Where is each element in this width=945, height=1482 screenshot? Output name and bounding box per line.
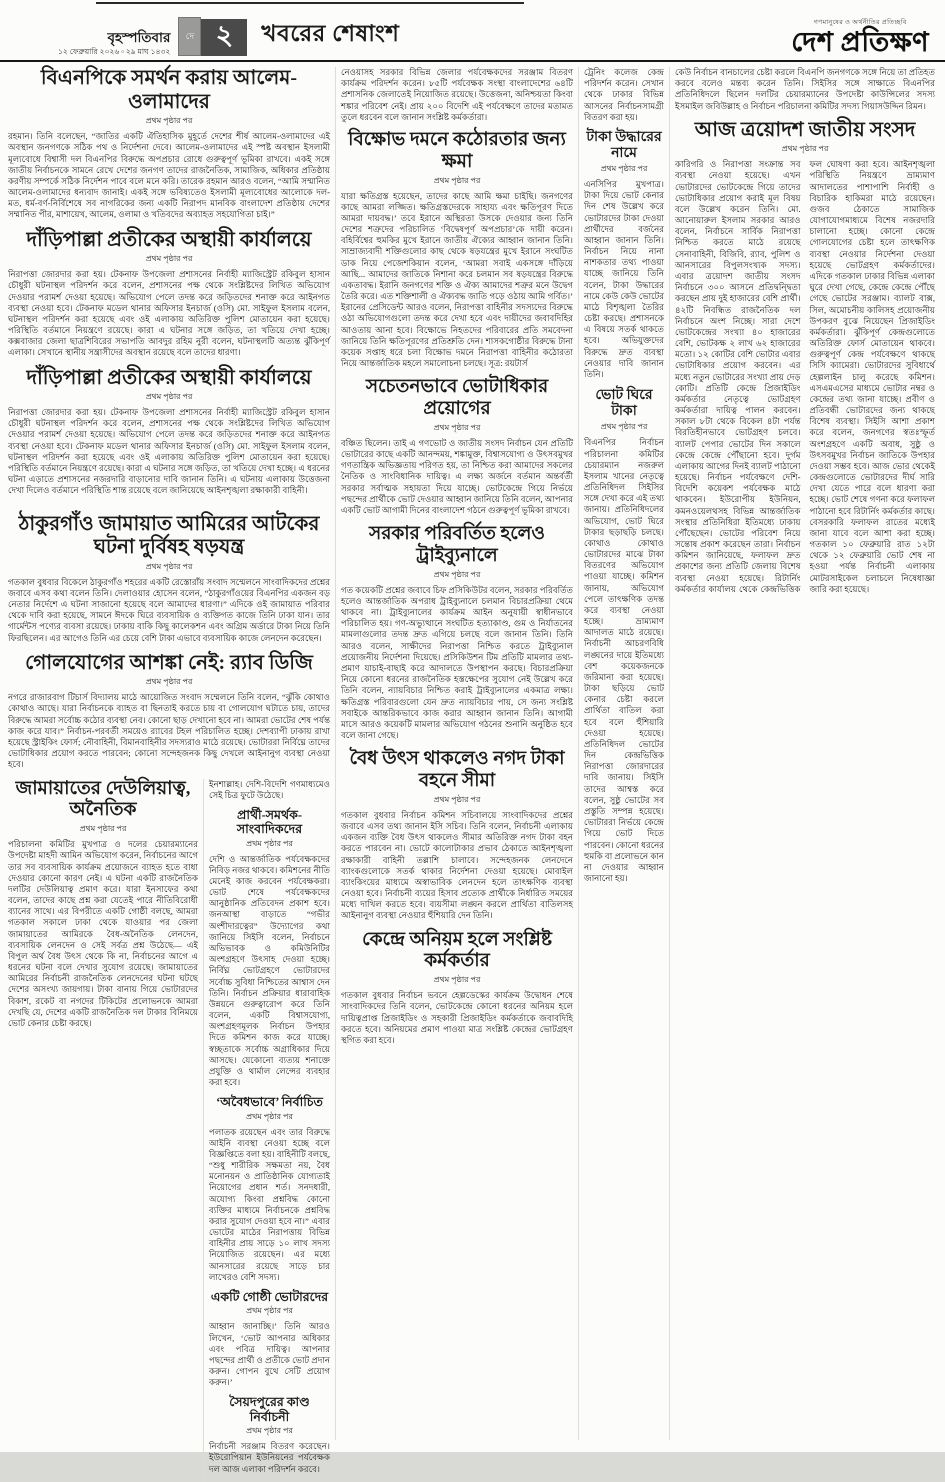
continuation-text: নেওয়াসহ সরকার বিভিন্ন জেলার পর্যবেক্ষকদের সরঞ্জাম বিতরণ কার্যক্রম পরিদর্শন করেন। ৮৫টি পর্যবেক্ষক সংস্থা বাংলাদেশের ৬৪টি প্রশাসনিক জেলাতেই নিয়োজিত রয়েছে। উত্তেজনা, অনিশ্চয়তা কিংবা শঙ্কার পরিবেশ নেই। প্রায় ২০০ বিদেশি এই পর্যবেক্ষণে তাদের মতামত তুলে ধরবেন বলে জানান সংশ্লিষ্ট কর্মকর্তারা। <box>341 67 573 122</box>
article-headline: কেন্দ্রে অনিয়ম হলে সংশ্লিষ্ট কর্মকর্তার <box>362 929 552 972</box>
article <box>8 229 330 359</box>
article-headline: জামায়াতের দেউলিয়াত্ব, অনৈতিক <box>15 778 191 821</box>
article-continued-label: প্রথম পৃষ্ঠার পর <box>781 144 829 154</box>
article <box>675 119 935 1440</box>
article-continued-label: প্রথম পৃষ্ঠার পর <box>246 838 293 848</box>
article-headline: সচেতনভাবে ভোটাধিকার প্রয়োগের <box>365 377 549 420</box>
article <box>8 367 330 497</box>
article-headline: গোলযোগের আশঙ্কা নেই: র‍্যাব ডিজি <box>25 651 313 674</box>
article-continued-label: প্রথম পৃষ্ঠার পর <box>246 1306 293 1316</box>
article-continued-label: প্রথম পৃষ্ঠার পর <box>433 975 481 985</box>
article-continued-label: প্রথম পৃষ্ঠার পর <box>600 422 648 432</box>
article-body: কারিগরি ও নিরাপত্তা সংক্রান্ত সব ব্যবস্থা নেওয়া হয়েছে। এখন ভোটারদের ভোটকেন্দ্রে গিয়ে তাদের ভোটাধিকার প্রয়োগ করাই মূল বিষয় বলে উল্লেখ করেন তিনি। মো. আনোয়ারুল ইসলাম সরকার আরও বলেন, নির্বাচনে সার্বিক নিরাপত্তা নিশ্চিত করতে মাঠে রয়েছে সেনাবাহিনী, বিজিবি, র‍্যাব, পুলিশ ও আনসারের বিপুলসংখ্যক সদস্য। এবার ত্রয়োদশ জাতীয় সংসদ নির্বাচনে ৩০০ আসনে প্রতিদ্বন্দ্বিতা করছেন প্রায় দুই হাজারের বেশি প্রার্থী। ৪২টি নিবন্ধিত রাজনৈতিক দল নির্বাচনে অংশ নিচ্ছে। সারা দেশে ভোটকেন্দ্রের সংখ্যা ৪০ হাজারের বেশি, ভোটকক্ষ ২ লাখ ৬২ হাজারের মতো। ১২ কোটির বেশি ভোটার এবার ভোটাধিকার প্রয়োগ করবেন। এর মধ্যে নতুন ভোটারের সংখ্যা প্রায় দেড় কোটি। প্রতিটি কেন্দ্রে প্রিজাইডিং কর্মকর্তার নেতৃত্বে ভোটগ্রহণ কর্মকর্তারা দায়িত্ব পালন করবেন। সকাল ৮টা থেকে বিকেল ৪টা পর্যন্ত বিরতিহীনভাবে ভোটগ্রহণ চলবে। ব্যালট পেপার ভোটের দিন সকালে কেন্দ্রে কেন্দ্রে পৌঁছানো হবে। দুর্গম এলাকায় আগের দিনই ব্যালট পাঠানো হয়েছে। নির্বাচন পর্যবেক্ষণে দেশি-বিদেশি কয়েকশ পর্যবেক্ষক মাঠে থাকবেন। ইউরোপীয় ইউনিয়ন, কমনওয়েলথসহ বিভিন্ন আন্তর্জাতিক সংস্থার প্রতিনিধিরা ইতিমধ্যে ঢাকায় পৌঁছেছেন। ভোটের পরিবেশ নিয়ে সন্তোষ প্রকাশ করেছেন তারা। নির্বাচন কমিশন জানিয়েছে, ফলাফল দ্রুত প্রকাশের জন্য প্রতিটি জেলায় বিশেষ ব্যবস্থা নেওয়া হয়েছে। রিটার্নিং কর্মকর্তার কার্যালয় থেকে কেন্দ্রভিত্তিক ফল ঘোষণা করা হবে। আইনশৃঙ্খলা পরিস্থিতি নিয়ন্ত্রণে ভ্রাম্যমাণ আদালতের পাশাপাশি নির্বাহী ও বিচারিক হাকিমরা মাঠে রয়েছেন। গুজব ঠেকাতে সামাজিক যোগাযোগমাধ্যমে বিশেষ নজরদারি চালানো হচ্ছে। কোনো কেন্দ্রে গোলযোগের চেষ্টা হলে তাৎক্ষণিক ব্যবস্থা নেওয়ার নির্দেশনা দেওয়া হয়েছে ভোটগ্রহণ কর্মকর্তাদের। এদিকে গতকাল ঢাকার বিভিন্ন এলাকা ঘুরে দেখা গেছে, কেন্দ্রে কেন্দ্রে পৌঁছে গেছে ভোটের সরঞ্জাম। ব্যালট বাক্স, সিল, অমোচনীয় কালিসহ প্রয়োজনীয় উপকরণ বুঝে নিয়েছেন প্রিজাইডিং কর্মকর্তারা। ঝুঁকিপূর্ণ কেন্দ্রগুলোতে অতিরিক্ত ফোর্স মোতায়েন থাকবে। গুরুত্বপূর্ণ কেন্দ্র পর্যবেক্ষণে থাকছে সিসি ক্যামেরা। ভোটারদের সুবিধার্থে হেল্পলাইন চালু করেছে কমিশন। এসএমএসের মাধ্যমে ভোটার নম্বর ও কেন্দ্রের তথ্য জানা যাচ্ছে। প্রবীণ ও প্রতিবন্ধী ভোটারদের জন্য থাকছে বিশেষ ব্যবস্থা। সিইসি আশা প্রকাশ করে বলেন, জনগণের স্বতঃস্ফূর্ত অংশগ্রহণে একটি অবাধ, সুষ্ঠু ও উৎসবমুখর নির্বাচন জাতিকে উপহার দেওয়া সম্ভব হবে। আজ ভোর থেকেই কেন্দ্রগুলোতে ভোটারদের দীর্ঘ সারি দেখা যেতে পারে বলে ধারণা করা হচ্ছে। ভোট শেষে গণনা করে ফলাফল পাঠানো হবে রিটার্নিং কর্মকর্তার কাছে। বেসরকারি ফলাফল রাতের মধ্যেই জানা যাবে বলে আশা করা হচ্ছে। গতকাল ১০ ফেব্রুয়ারি রাত ১২টা থেকে ১২ ফেব্রুয়ারি ভোট শেষ না হওয়া পর্যন্ত নির্বাচনী এলাকায় মোটরসাইকেল চলাচলে নিষেধাজ্ঞা জারি করা হয়েছে। <box>675 159 935 594</box>
article-headline: ‘অবৈধভাবে’ নির্বাচিত <box>216 1095 323 1110</box>
article-continued-label: প্রথম পৃষ্ঠার পর <box>79 824 127 834</box>
column-left <box>8 67 330 1474</box>
continuation-text: কেউ নির্বাচন বানচালের চেষ্টা করলে বিএনপি জনগণকে সঙ্গে নিয়ে তা প্রতিহত করবে বলেও মন্তব্য করেন তিনি। সিইসির সঙ্গে সাক্ষাতে বিএনপির প্রতিনিধিদলে ছিলেন দলটির চেয়ারম্যানের উপদেষ্টা কাউন্সিলের সদস্য ইসমাইল জবিউল্লাহ ও নির্বাচন পরিচালনা কমিটির সদস্য গিয়াসউদ্দিন রিমন। <box>675 67 935 111</box>
page-content <box>0 62 945 1474</box>
article-headline: একটি গোষ্ঠী ভোটারদের <box>210 1290 329 1304</box>
continuation-text: ট্রেনিং কলেজ কেন্দ্র পরিদর্শন করেন। সেখান থেকে ঢাকার বিভিন্ন আসনের নির্বাচনসামগ্রী বিতরণ করা হয়। <box>584 67 664 122</box>
article-body: এনসিপির মুখপাত্র। টাকা দিয়ে ভোট কেনার দিন শেষ উল্লেখ করে ভোটারদের টাকা দেওয়া প্রার্থীদের বর্জনের আহ্বান জানান তিনি। নির্বাচন নিয়ে নানা নাশকতার তথ্য পাওয়া যাচ্ছে জানিয়ে তিনি বলেন, টাকা উদ্ধারের নামে কেউ কেউ ভোটের মাঠে বিশৃঙ্খলা তৈরির চেষ্টা করছে। প্রশাসনকে এ বিষয়ে সতর্ক থাকতে হবে। অভিযুক্তদের বিরুদ্ধে দ্রুত ব্যবস্থা নেওয়ার দাবি জানান তিনি। <box>584 179 664 379</box>
article-continued-label: প্রথম পৃষ্ঠার পর <box>246 1111 293 1121</box>
article-headline: ভোট ঘিরে টাকা <box>595 388 653 420</box>
article-body: পরিচালনা কমিটির মুখপাত্র ও দলের চেয়ারম্যানের উপদেষ্টা মাহদী আমিন অভিযোগ করেন, নির্বাচনের আগে তার সব ব্যবসায়িক কার্যক্রম প্রয়োজনে ব্যাহত হতে বাধা দেওয়ার কোনো কারণ নেই। এ ঘটনা একটি রাজনৈতিক দলটির দেউলিয়াত্ব প্রমাণ করে। যারা ইনসাফের কথা বলেন, তাদের কাছে প্রশ্ন করা যেতেই পারে নীতিবিরোধী ব্যানের সাথে। এর বিপরীতে একটি গোষ্ঠী বলছে, আমরা গতকাল সকালে ঢাকা থেকে যাওয়ার পর জেলা জামায়াতের আমিরকে বৈধ-অনৈতিক লেনদেন, ব্যবসায়িক লেনদেন ও সেই সর্বত্র প্রশ্ন উঠেছে— এই বিপুল অর্থ বৈধ উৎস থেকে কি না, নির্বাচনের আগে এ ধরনের ঘটনা বলে দেখার সুযোগ রয়েছে। জামায়াতের আমিরের নির্বাচনী রাজনৈতিক লেনদেনের ঘটনা ঘটছে দেশের অসংখ্য জায়গায়। টাকা বানায় গিয়ে ভোটারদের বিকাশ, রকেট বা নগদের টিকিটের প্রলোভনকে আমরা দেখছি যে, দেশের একটি রাজনৈতিক দল টাকার বিনিময়ে ভোট কেনার চেষ্টা করছে। <box>8 839 198 1028</box>
article <box>209 779 330 801</box>
article <box>8 513 330 644</box>
page-header <box>0 0 945 62</box>
article-body: গতকাল বুধবার বিকেলে ঠাকুরগাঁও শহরের একটি রেস্তোরাঁয় সংবাদ সম্মেলনে সাংবাদিকদের প্রশ্নের জবাবে এসব কথা বলেন তিনি। দেলাওয়ার হোসেন বলেন, “ঠাকুরগাঁওয়ের বিএনপির একজন বড় নেতার নির্দেশে এ ঘটনা সাজানো হয়েছে বলে আমাদের ধারণা।” এদিকে ওই জামায়াত পরিবার থেকে দাবি করা হয়েছে, সামনে ঈদকে ঘিরে ব্যবসায়িক ও ব্যক্তিগত কাজে তিনি ঢাকা যান। তার গার্মেন্টস পণ্যের ব্যবসা রয়েছে। ঢাকায় বাকি কিছু কালেকশন এবং অগ্রিম অর্ডারে টাকা নিয়ে তিনি ফিরছিলেন। এর আগেও তিনি এর চেয়ে বেশি টাকা এভাবে ব্যবসায়িক কাজে লেনদেন করেছেন। <box>8 576 330 643</box>
article-body: গত কয়েকটি প্রশ্নের জবাবে চিফ প্রসিকিউটর বলেন, সরকার পরিবর্তিত হলেও আন্তর্জাতিক অপরাধ ট্রাইব্যুনালে চলমান বিচারপ্রক্রিয়া থেমে থাকবে না। ট্রাইব্যুনালের কার্যক্রম আইন অনুযায়ী স্বাধীনভাবে পরিচালিত হয়। গণ-অভ্যুত্থানে সংঘটিত হত্যাকাণ্ড, গুম ও নির্যাতনের মামলাগুলোর তদন্ত দ্রুত এগিয়ে চলছে বলে জানান তিনি। তিনি আরও বলেন, সাক্ষীদের নিরাপত্তা নিশ্চিত করতে ট্রাইব্যুনাল প্রয়োজনীয় নির্দেশনা দিয়েছে। প্রসিকিউশন টিম প্রতিটি মামলার তথ্য-প্রমাণ যাচাই-বাছাই করে আদালতে উপস্থাপন করছে। বিচারপ্রক্রিয়া নিয়ে কোনো ধরনের রাজনৈতিক হস্তক্ষেপের সুযোগ নেই উল্লেখ করে তিনি বলেন, ন্যায়বিচার নিশ্চিত করাই ট্রাইব্যুনালের একমাত্র লক্ষ্য। ক্ষতিগ্রস্ত পরিবারগুলো যেন দ্রুত ন্যায়বিচার পায়, সে জন্য সংশ্লিষ্ট সবাইকে আন্তরিকভাবে কাজ করার আহ্বান জানান তিনি। আগামী মাসে আরও কয়েকটি মামলার অভিযোগ গঠনের শুনানি অনুষ্ঠিত হবে বলে জানা গেছে। <box>341 584 573 741</box>
column-right <box>669 67 935 1440</box>
article <box>209 1395 330 1474</box>
article-headline: আজ ত্রয়োদশ জাতীয় সংসদ <box>694 118 916 141</box>
article-body: গতকাল বুধবার নির্বাচন ভবনে হেল্পডেস্কের কার্যক্রম উদ্বোধন শেষে সাংবাদিকদের তিনি বলেন, ভোটকেন্দ্রে কোনো ধরনের অনিয়ম হলে দায়িত্বপ্রাপ্ত প্রিজাইডিং ও সহকারী প্রিজাইডিং কর্মকর্তাকে জবাবদিহি করতে হবে। অনিয়মের প্রমাণ পাওয়া মাত্র সংশ্লিষ্ট কেন্দ্রের ভোটগ্রহণ স্থগিত করা হবে। <box>341 990 573 1045</box>
article-headline: দাঁড়িপাল্লা প্রতীকের অস্থায়ী কার্যালয়ে <box>26 366 312 389</box>
article <box>8 67 330 221</box>
column-left-subrow <box>8 779 330 1482</box>
article-headline: সৈয়দপুরের কাণ্ড নির্বাচনী <box>229 1395 310 1424</box>
article-continued-label: প্রথম পৃষ্ঠার পর <box>145 254 193 264</box>
paper-tagline: গণমানুষের ও অর্থনীতির প্রতিচ্ছবি <box>813 19 907 27</box>
date-block <box>58 31 170 56</box>
article-body: পলাতক রয়েছেন এবং তার বিরুদ্ধে আইনি ব্যবস্থা নেওয়া হচ্ছে বলে বিজ্ঞপ্তিতে বলা হয়। বাহিনীটি বলছে, “শুধু শারীরিক সক্ষমতা নয়, বৈধ মনোনয়ন ও প্রাতিষ্ঠানিক যোগ্যতাই নিয়োগের প্রধান শর্ত। সনদধারী, অযোগ্য কিংবা প্রশ্নবিদ্ধ কোনো ব্যক্তির মাধ্যমে নির্বাচনকে প্রশ্নবিদ্ধ করার সুযোগ দেওয়া হবে না।” এবার ভোটের মাঠের নিরাপত্তায় বিভিন্ন বাহিনীর প্রায় সাড়ে ১০ লাখ সদস্য নিয়োজিত রয়েছেন। এর মধ্যে আনসারের রয়েছে সাড়ে চার লাখেরও বেশি সদস্য। <box>209 1126 330 1282</box>
paper-mark-icon: দে <box>178 17 201 56</box>
paper-logo-block <box>791 20 935 56</box>
article <box>341 749 573 921</box>
article-body: বঞ্চিত ছিলেন। তাই এ গণভোট ও জাতীয় সংসদ নির্বাচন যেন প্রতিটি ভোটারের কাছে একটি আনন্দময়, শঙ্কামুক্ত, বিশ্বাসযোগ্য ও উৎসবমুখর গণতান্ত্রিক অভিজ্ঞতায় পরিণত হয়, তা নিশ্চিত করা আমাদের সকলের নৈতিক ও সাংবিধানিক দায়িত্ব। এ লক্ষ্য অর্জনে বর্তমান অন্তর্বর্তী সরকার সর্বাত্মক সহায়তা দিয়ে যাচ্ছে। ভোটকেন্দ্রে গিয়ে নির্ভয়ে পছন্দের প্রার্থীকে ভোট দেওয়ার আহ্বান জানিয়ে তিনি বলেন, আপনার একটি ভোট আগামী দিনের বাংলাদেশ গঠনে গুরুত্বপূর্ণ ভূমিকা রাখবে। <box>341 437 573 515</box>
article-body: গতকাল বুধবার নির্বাচন কমিশন সচিবালয়ে সাংবাদিকদের প্রশ্নের জবাবে এসব তথ্য জানান ইসি সচিব। তিনি বলেন, নির্বাচনী এলাকায় একজন ব্যক্তি বৈধ উৎস থাকলেও সীমার অতিরিক্ত নগদ টাকা বহন করতে পারবেন না। ভোটে কালোটাকার প্রভাব ঠেকাতে আইনশৃঙ্খলা রক্ষাকারী বাহিনী তল্লাশি চালাবে। সন্দেহজনক লেনদেনে ব্যাংকগুলোকে সতর্ক থাকার নির্দেশনা দেওয়া হয়েছে। মোবাইল ব্যাংকিংয়ের মাধ্যমে অস্বাভাবিক লেনদেন হলে তাৎক্ষণিক ব্যবস্থা নেওয়া হবে। নির্বাচনী ব্যয়ের হিসাব প্রত্যেক প্রার্থীকে নির্ধারিত সময়ের মধ্যে দাখিল করতে হবে। ব্যয়সীমা লঙ্ঘন করলে প্রার্থিতা বাতিলসহ আইনানুগ ব্যবস্থা নেওয়ার হুঁশিয়ারি দেন তিনি। <box>341 809 573 921</box>
top-rule <box>96 2 524 4</box>
article <box>8 779 198 1482</box>
article-headline: বিএনপিকে সমর্থন করায় আলেম-ওলামাদের <box>40 67 298 113</box>
article <box>209 808 330 1088</box>
article-body: যারা ক্ষতিগ্রস্ত হয়েছেন, তাদের কাছে আমি ক্ষমা চাইছি। জনগণের কাছে আমরা লজ্জিত। ক্ষতিগ্রস্তদেরকে সাহায্য এবং ক্ষতিপূরণ দিতে আমরা দায়বদ্ধ।’ তবে ইরানে অস্থিরতা উসকে দেওয়ার জন্য তিনি দেশের শত্রুদের পরিচালিত ‘বিদ্বেষপূর্ণ অপপ্রচার’কে দায়ী করেন। বহির্বিশ্বের হুমকির মুখে ইরানে জাতীয় ঐক্যের আহ্বান জানান তিনি। সাম্রাজ্যবাদী শক্তিগুলোর কাছ থেকে ষড়যন্ত্রের মুখে ইরানে সংঘটিত ডাক নিয়ে পেজেশকিয়ান বলেন, ‘আমরা সবাই একসঙ্গে দাঁড়িয়ে আছি... আমাদের জাতিকে নিশানা করে চলমান সব ষড়যন্ত্রের বিরুদ্ধে একতাবদ্ধ। ইরানি জনগণের শক্তি ও ঐক্য আমাদের শত্রুর মনে উদ্বেগ তৈরি করে। এত শক্তিশালী ও ঐক্যবদ্ধ জাতি গড়ে ওঠায় আমি গর্বিত।’ ইরানের প্রেসিডেন্ট আরও বলেন, নিরাপত্তা বাহিনীর সদস্যদের বিরুদ্ধে ওঠা অভিযোগগুলো তদন্ত করে দেখা হবে এবং দায়ীদের জবাবদিহির আওতায় আনা হবে। বিক্ষোভে নিহতদের পরিবারের প্রতি সমবেদনা জানিয়ে তিনি ক্ষতিপূরণের প্রতিশ্রুতি দেন। শাসকগোষ্ঠীর বিরুদ্ধে টানা কয়েক সপ্তাহ ধরে চলা বিক্ষোভ দমনে নিরাপত্তা বাহিনীর কঠোরতা নিয়ে আন্তর্জাতিক মহলে সমালোচনা চলছে। সূত্র: রয়টার্স <box>341 190 573 369</box>
article-headline: দাঁড়িপাল্লা প্রতীকের অস্থায়ী কার্যালয়ে <box>26 228 312 251</box>
article-body: নিরাপত্তা জোরদার করা হয়। টেকনাফ উপজেলা প্রশাসনের নির্বাহী ম্যাজিস্ট্রেট রকিবুল হাসান চৌধুরী ঘটনাস্থল পরিদর্শন করে বলেন, প্রশাসনের পক্ষ থেকে সংশ্লিষ্টদের লিখিত অভিযোগ দেওয়ার পরামর্শ দেওয়া হয়েছে। অভিযোগ পেলে তদন্ত করে জড়িতদের শনাক্ত করে আইনগত ব্যবস্থা নেওয়া হবে। টেকনাফ মডেল থানার অফিসার ইনচার্জ (ওসি) মো. সাইফুল ইসলাম বলেন, ঘটনাস্থল পরিদর্শন করা হয়েছে এবং ওই এলাকায় অতিরিক্ত পুলিশ মোতায়েন করা হয়েছে। পরিস্থিতি বর্তমানে নিয়ন্ত্রণে রয়েছে। কারা এ ঘটনার সঙ্গে জড়িত, তা খতিয়ে দেখা হচ্ছে। কক্সবাজার জেলা ছাত্রশিবিরের সভাপতি আবদুর রহিম নুরী বলেন, ঘটনাস্থলটি অত্যন্ত ঝুঁকিপূর্ণ এলাকা। সেখানে স্থানীয় সন্ত্রাসীদের অবস্থান রয়েছে বলে তাদের ধারণা। <box>8 269 330 358</box>
article-headline: প্রার্থী-সমর্থক-সাংবাদিকদের <box>236 807 303 837</box>
article <box>584 130 664 380</box>
article-body: নিরাপত্তা জোরদার করা হয়। টেকনাফ উপজেলা প্রশাসনের নির্বাহী ম্যাজিস্ট্রেট রকিবুল হাসান চৌধুরী ঘটনাস্থল পরিদর্শন করে বলেন, প্রশাসনের পক্ষ থেকে সংশ্লিষ্টদের লিখিত অভিযোগ দেওয়ার পরামর্শ দেওয়া হয়েছে। অভিযোগ পেলে তদন্ত করে জড়িতদের শনাক্ত করে আইনগত ব্যবস্থা নেওয়া হবে। টেকনাফ মডেল থানার অফিসার ইনচার্জ (ওসি) মো. সাইফুল ইসলাম বলেন, ঘটনাস্থল পরিদর্শন করা হয়েছে এবং ওই এলাকায় অতিরিক্ত পুলিশ মোতায়েন করা হয়েছে। পরিস্থিতি বর্তমানে নিয়ন্ত্রণে রয়েছে। কারা এ ঘটনার সঙ্গে জড়িত, তা খতিয়ে দেখা হচ্ছে। এ ধরনের ঘটনা এড়াতে প্রশাসনের নজরদারি বাড়ানোর দাবি জানান তিনি। এ ঘটনায় এলাকায় উত্তেজনা দেখা দিলেও বর্তমানে পরিস্থিতি শান্ত রয়েছে বলে জানিয়েছে আইনশৃঙ্খলা রক্ষাকারী বাহিনী। <box>8 407 330 496</box>
article-body: রহমান। তিনি বলেছেন, “জাতির একটি ঐতিহাসিক মুহূর্তে দেশের শীর্ষ আলেম-ওলামাদের এই অবস্থান জনগণকে সঠিক পথ ও নির্দেশনা দেবে। আলেম-ওলামাদের এই স্পষ্ট অবস্থান ইসলামী মূল্যবোধে বিশ্বাসী দল বিএনপির বিরুদ্ধে অপপ্রচার রোধে গুরুত্বপূর্ণ ভূমিকা রাখবে। একই সঙ্গে জাতীয় নির্বাচনকে সামনে রেখে দেশের জনগণ তাদের রাজনৈতিক, সামাজিক, অধিকার প্রতিষ্ঠায় করণীয় সম্পর্কে সঠিক নির্দেশন পাবে বলে মনে করি। তারেক রহমান আরও বলেন, “আমি সম্মানিত আলেম-ওলামাদের ধন্যবাদ জানাই। একই সঙ্গে ভবিষ্যতেও ইসলামী মূল্যবোধের আলোকে দল-মত, ধর্ম-বর্ণ-নির্বিশেষে সব নাগরিকের জন্য একটি নিরাপদ মানবিক বাংলাদেশ প্রতিষ্ঠায় দেশের সম্মানিত পীর, মাশায়েখ, আলেম, ওলামা ও খতিবদের অব্যাহত সহযোগিতা চাই।” <box>8 131 330 220</box>
page-number-group <box>178 17 247 56</box>
article-continued-label: প্রথম পৃষ্ঠার পর <box>433 422 481 432</box>
article-body: দেশি ও আন্তর্জাতিক পর্যবেক্ষকদের নিবিড় নজর থাকবে। কমিশনের নীতি মেনেই কাজ করবেন পর্যবেক্ষকরা। ভোট শেষে পর্যবেক্ষকদের আনুষ্ঠানিক প্রতিবেদন প্রকাশ হবে। জনআস্থা বাড়াতে “গভীর অংশীদারত্বের” উদ্যোগের কথা জানিয়ে সিইসি বলেন, নির্বাচনে অভিভাবক ও কমিউনিটির অংশগ্রহণে উৎসাহ দেওয়া হচ্ছে। নির্বিঘ্ন ভোটগ্রহণে ভোটারদের সর্বোচ্চ সুবিধা নিশ্চিতের আশ্বাস দেন তিনি। নির্বাচন প্রক্রিয়ার ধারাবাহিক উন্নয়নে গুরুত্বারোপ করে তিনি বলেন, একটি বিশ্বাসযোগ্য, অংশগ্রহণমূলক নির্বাচন উপহার দিতে কমিশন কাজ করে যাচ্ছে। স্বচ্ছতাকে সর্বোচ্চ অগ্রাধিকার দিয়ে আসছে। যেকোনো ব্যত্যয় শনাক্তে প্রযুক্তি ও থার্মাল লেন্সের ব্যবহার করা হবে। <box>209 853 330 1088</box>
article <box>341 377 573 516</box>
article-body: নির্বাচনী সরঞ্জাম বিতরণ করেছেন। ইউরোপিয়ান ইউনিয়নের পর্যবেক্ষক দল আজ এলাকা পরিদর্শন করবে। <box>209 1441 330 1474</box>
article <box>341 930 573 1047</box>
article-continued-label: প্রথম পৃষ্ঠার পর <box>145 561 193 571</box>
column-narrow <box>578 67 664 1440</box>
article <box>209 1095 330 1283</box>
date-line: ১২ ফেব্রুয়ারি ২০২৬ ▫ ২৯ মাঘ ১৪৩২ <box>58 46 171 56</box>
article <box>341 524 573 741</box>
page-number-badge <box>201 19 247 56</box>
article-headline: ঠাকুরগাঁও জামায়াত আমিরের আটকের ঘটনা দুর্বিষহ ষড়যন্ত্র <box>18 512 320 559</box>
column-left-side <box>203 779 330 1482</box>
article-headline: বিক্ষোভ দমনে কঠোরতার জন্য ক্ষমা <box>348 129 566 172</box>
article-continued-label: প্রথম পৃষ্ঠার পর <box>433 569 481 579</box>
article-headline: সরকার পরিবর্তিত হলেও ট্রাইব্যুনালে <box>368 524 546 566</box>
paper-logo: দেশ প্রতিক্ষণ <box>791 27 929 57</box>
column-middle <box>335 67 573 1440</box>
article-body: ইনশাল্লাহ। দেশি-বিদেশি গণমাধ্যমেও সেই চিত্র ফুটে উঠেছে। <box>209 778 330 800</box>
article-continued-label: প্রথম পৃষ্ঠার পর <box>433 794 481 804</box>
article-continued-label: প্রথম পৃষ্ঠার পর <box>145 116 193 126</box>
article-continued-label: প্রথম পৃষ্ঠার পর <box>246 1426 293 1436</box>
article-body: বিএনপির নির্বাচন পরিচালনা কমিটির চেয়ারম্যান নজরুল ইসলাম খানের নেতৃত্বে প্রতিনিধিদল সিইসির সঙ্গে দেখা করে এই তথ্য জানায়। প্রতিনিধিদলের অভিযোগ, ভোট ঘিরে টাকার ছড়াছড়ি চলছে। কোথাও কোথাও ভোটারদের মাঝে টাকা বিতরণের অভিযোগ পাওয়া যাচ্ছে। কমিশন জানায়, অভিযোগ পেলে তাৎক্ষণিক তদন্ত করে ব্যবস্থা নেওয়া হচ্ছে। ভ্রাম্যমাণ আদালত মাঠে রয়েছে। নির্বাচনী আচরণবিধি লঙ্ঘনের দায়ে ইতিমধ্যে বেশ কয়েকজনকে জরিমানা করা হয়েছে। টাকা ছড়িয়ে ভোট কেনার চেষ্টা করলে প্রার্থিতা বাতিল করা হবে বলে হুঁশিয়ারি দেওয়া হয়েছে। প্রতিনিধিদল ভোটের দিন কেন্দ্রভিত্তিক নিরাপত্তা জোরদারের দাবি জানায়। সিইসি তাদের আশ্বস্ত করে বলেন, সুষ্ঠু ভোটের সব প্রস্তুতি সম্পন্ন হয়েছে। ভোটাররা নির্ভয়ে কেন্দ্রে গিয়ে ভোট দিতে পারবেন। কোনো ধরনের হুমকি বা প্রলোভনে কান না দেওয়ার আহ্বান জানানো হয়। <box>584 437 664 884</box>
article-headline: টাকা উদ্ধারের নামে <box>586 129 662 161</box>
weekday-label: বৃহস্পতিবার <box>107 29 171 45</box>
article-continued-label: প্রথম পৃষ্ঠার পর <box>145 677 193 687</box>
article-body: আহ্বান জানাচ্ছি।’ তিনি আরও লিখেন, ‘ভোট আপনার অধিকার এবং পবিত্র দায়িত্ব। আপনার পছন্দের প্রার্থী ও প্রতীকে ভোট প্রদান করুন। গোপন বুথে সেটি প্রয়োগ করুন।’ <box>209 1321 330 1388</box>
page-number: ২ <box>215 20 234 50</box>
article <box>584 388 664 884</box>
article-headline: বৈধ উৎস থাকলেও নগদ টাকা বহনে সীমা <box>349 749 565 792</box>
article <box>8 652 330 771</box>
article-body: নগরে রাজারবাগ টিচার্স বিদ্যালয় মাঠে আয়োজিত সংবাদ সম্মেলনে তিনি বলেন, “ঝুঁকি কোথাও কোথাও আছে। যারা নির্বাচনকে ব্যাহত বা ছিনতাই করতে চায় বা গোলযোগ ঘটাতে চায়, তাদের বিরুদ্ধে আমরা সর্বোচ্চ কঠোর ব্যবস্থা নেব। কোনো ছাড় দেখানো হবে না। আমরা ভোটের শেষ পর্যন্ত কাজ করে যাব।” নির্বাচন-পরবর্তী সময়েও র‍্যাবের টহল পরিচালিত হচ্ছে। দেশব্যাপী ঢাকায় রাখা হয়েছে স্ট্রাইকিং ফোর্স; নৌবাহিনী, বিমানবাহিনীর সদস্যরাও মাঠে রয়েছে। ভোটাররা নির্বিঘ্নে তাদের ভোটাধিকার প্রয়োগ করতে পারবেন; কোনো সন্দেহজনক কিছু দেখলে আইনানুগ ব্যবস্থা নেওয়া হবে। <box>8 692 330 770</box>
section-title: খবরের শেষাংশ <box>261 21 400 46</box>
article <box>209 1290 330 1388</box>
article-continued-label: প্রথম পৃষ্ঠার পর <box>433 175 481 185</box>
article-continued-label: প্রথম পৃষ্ঠার পর <box>600 164 648 174</box>
article <box>341 130 573 369</box>
article-continued-label: প্রথম পৃষ্ঠার পর <box>145 392 193 402</box>
